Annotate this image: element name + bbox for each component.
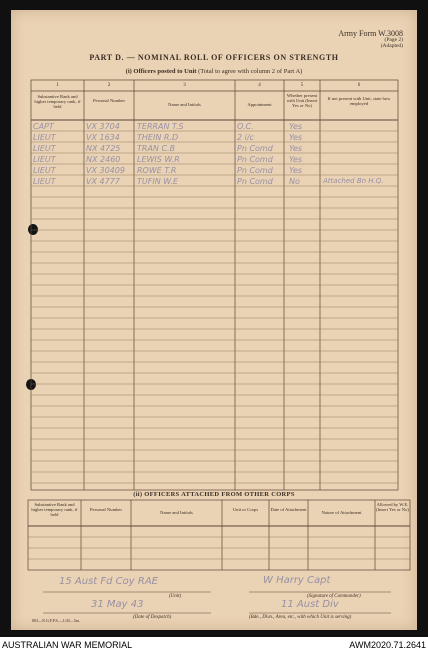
part-title: PART D. — NOMINAL ROLL OF OFFICERS ON STRENGTH (89, 53, 339, 62)
attached-header-rank: Substantive Rank and higher temporary rank, if held (31, 502, 78, 518)
unit-caption: (Unit) (169, 594, 182, 599)
col-number-2: 2 (107, 83, 111, 88)
header-rank: Substantive Rank and higher temporary rank, if held (34, 94, 81, 110)
section-ii-heading: (ii) OFFICERS ATTACHED FROM OTHER CORPS (133, 491, 295, 498)
officer-row-6-personal-number: VX 4777 (86, 177, 120, 186)
attached-header-nature: Nature of Attachment (321, 510, 362, 515)
header-personal-number: Personal Number (92, 98, 126, 103)
officer-row-2-rank: LIEUT (33, 133, 56, 142)
section-i-label: (i) Officers posted to Unit (125, 68, 197, 75)
officer-row-6-appointment: Pn Comd (237, 177, 273, 186)
commander-caption: (Signature of Commander) (307, 594, 361, 599)
officer-row-5-rank: LIEUT (33, 166, 56, 175)
officer-row-5-appointment: Pn Comd (237, 166, 273, 175)
officer-row-2-present: Yes (289, 133, 303, 142)
accession-number: AWM2020.71.2641 (349, 640, 426, 650)
officer-row-2-appointment: 2 i/c (237, 133, 254, 142)
formation-caption: (Bde., Divn., Area, etc., with which Unit is serving) (249, 615, 352, 620)
attached-header-name: Name and Initials (160, 510, 193, 515)
date-caption: (Date of Despatch) (133, 615, 172, 620)
officer-row-3-appointment: Pn Comd (237, 144, 273, 153)
col-number-6: 6 (357, 83, 361, 88)
officer-row-1-appointment: O.C. (237, 122, 254, 131)
officer-row-3-personal-number: NX 4725 (86, 144, 121, 153)
print-code: 803—N.G.F.P.S.—1/43—5m. (32, 618, 80, 623)
officer-row-3-name: TRAN C.B (137, 144, 176, 153)
section-i-note: (Total to agree with column 2 of Part A) (198, 68, 303, 75)
table-ii-row-rules (28, 537, 410, 559)
header-present: Whether present with Unit (Insert Yes or No) (286, 93, 318, 109)
officer-row-3-rank: LIEUT (33, 144, 56, 153)
header-name: Name and Initials (168, 102, 201, 107)
officer-row-1-rank: CAPT (33, 122, 54, 131)
officer-row-4-personal-number: NX 2460 (86, 155, 121, 164)
attached-header-date: Date of Attachment (270, 507, 307, 512)
institution-credit: AUSTRALIAN WAR MEMORIAL (2, 640, 133, 650)
officer-row-1-name: TERRAN T.S (137, 122, 184, 131)
officer-row-6-rank: LIEUT (33, 177, 56, 186)
col-number-4: 4 (258, 83, 261, 88)
officer-row-5-personal-number: VX 30409 (86, 166, 125, 175)
officer-row-6-name: TUFIN W.E (137, 177, 179, 186)
officer-row-6-employment: Attached Bn H.Q. (323, 177, 384, 185)
col-number-1: 1 (56, 83, 59, 88)
date-handwritten: 31 May 43 (91, 599, 144, 610)
attached-header-unit: Unit or Corps (232, 507, 259, 512)
attached-header-personal-number: Personal Number (89, 507, 123, 512)
commander-signature: W Harry Capt (263, 575, 331, 586)
col-number-3: 3 (183, 83, 186, 88)
unit-handwritten: 15 Aust Fd Coy RAE (59, 576, 158, 587)
header-how-employed: If not present with Unit, state how employed (327, 96, 391, 107)
officer-row-4-rank: LIEUT (33, 155, 56, 164)
officer-row-3-present: Yes (289, 144, 303, 153)
officer-row-5-name: ROWE T.R (137, 166, 177, 175)
form-page-number: (Page 2) (384, 37, 403, 44)
officer-row-4-name: LEWIS W.R (137, 155, 180, 164)
officer-row-6-present: No (289, 177, 300, 186)
officer-row-4-present: Yes (289, 155, 303, 164)
attached-header-allowed: Allowed by W.E. (Insert Yes or No) (376, 502, 409, 513)
form-number: Army Form W.3008 (338, 29, 403, 38)
officer-row-4-appointment: Pn Comd (237, 155, 273, 164)
form-page (11, 10, 417, 630)
formation-handwritten: 11 Aust Div (281, 599, 339, 610)
officer-row-2-name: THEIN R.D (137, 133, 179, 142)
col-number-5: 5 (300, 83, 304, 88)
form-adapted-note: (Adapted) (380, 43, 403, 50)
header-appointment: Appointment (247, 102, 272, 107)
officer-row-2-personal-number: VX 1634 (86, 133, 120, 142)
officer-row-1-personal-number: VX 3704 (86, 122, 120, 131)
officer-row-5-present: Yes (289, 166, 303, 175)
officer-row-1-present: Yes (289, 122, 303, 131)
